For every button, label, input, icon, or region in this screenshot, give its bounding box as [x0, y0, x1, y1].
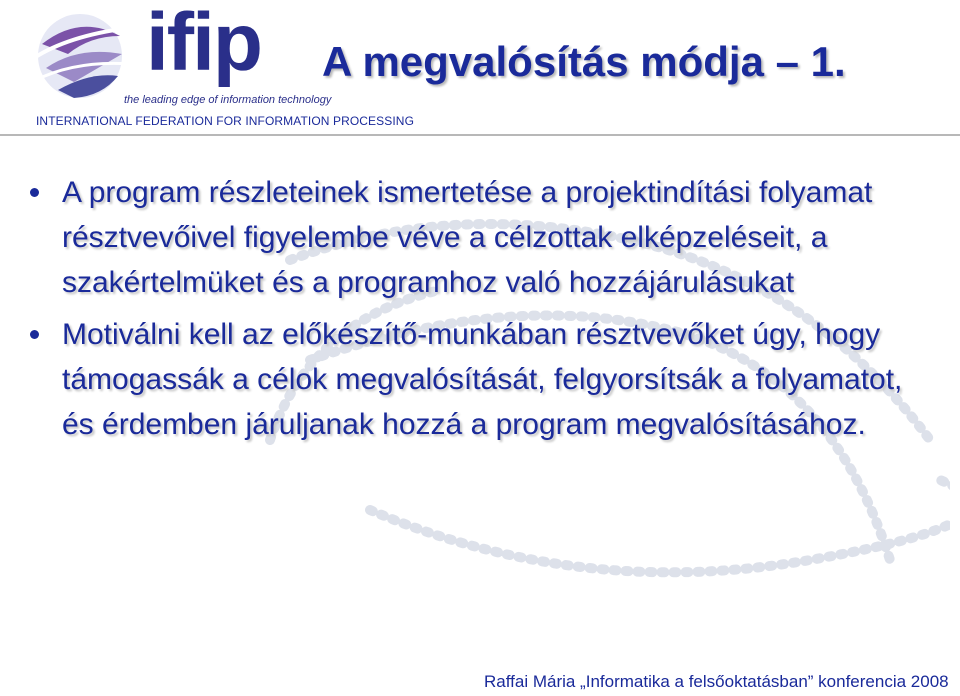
bullet-dot-icon	[30, 330, 39, 339]
slide-title: A megvalósítás módja – 1.	[322, 38, 846, 85]
logo-organization: INTERNATIONAL FEDERATION FOR INFORMATION PROCESSING	[36, 114, 415, 128]
bullet-list	[30, 170, 940, 454]
bullet-text: A program részleteinek ismertetése a projektindítási folyamat résztvevőivel figyelembe véve a célzottak elképzeléseit, a szakértelmüket és a programhoz való hozzájárulásukat	[62, 176, 873, 299]
logo-tagline: the leading edge of information technology	[124, 94, 332, 106]
bullet-item	[30, 170, 940, 305]
title-divider	[0, 134, 960, 136]
bullet-text: Motiválni kell az előkészítő-munkában résztvevőket úgy, hogy támogassák a célok megvalósítását, felgyorsítsák a folyamatot, és érdemben járuljanak hozzá a program megvalósításához.	[62, 318, 903, 441]
bullet-item	[30, 312, 940, 447]
globe-logo-icon	[28, 6, 134, 106]
logo-wordmark: ifip	[146, 0, 261, 88]
bullet-dot-icon	[30, 188, 39, 197]
footer-credit: Raffai Mária „Informatika a felsőoktatásban” konferencia 2008	[484, 672, 949, 691]
